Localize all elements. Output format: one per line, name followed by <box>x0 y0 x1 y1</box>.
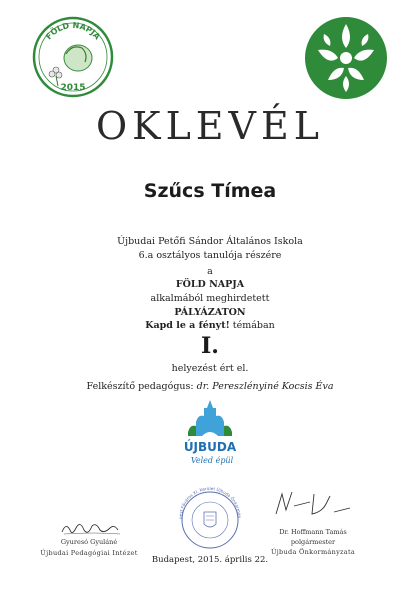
fold-napja-logo <box>30 14 116 100</box>
diploma-title: OKLEVÉL <box>96 104 324 148</box>
recipient-name: Szűcs Tímea <box>143 180 277 202</box>
class-line: 6.a osztályos tanulója részére <box>138 250 282 261</box>
left-signer-name: Gyuresó Gyuláné <box>60 538 118 546</box>
theme-suffix: témában <box>229 320 275 331</box>
school-line: Újbudai Petőfi Sándor Általános Iskola <box>117 236 303 247</box>
ujbuda-name: ÚJBUDA <box>183 440 237 454</box>
seal-text: pest Főváros XI. Kerület Újbuda Önkormán <box>177 486 243 520</box>
ujbuda-logo <box>178 398 242 468</box>
right-signer-role: polgármester <box>290 538 336 546</box>
teacher-label: Felkészítő pedagógus: <box>86 381 197 392</box>
placed-line: helyezést ért el. <box>171 363 249 374</box>
teacher-line <box>0 380 420 393</box>
right-signer-name: Dr. Hoffmann Tamás <box>279 528 347 536</box>
logo-top-text: FÖLD NAPJA <box>44 20 102 42</box>
official-seal <box>170 486 250 550</box>
article-line: a <box>207 266 213 277</box>
theme-title: Kapd le a fényt! <box>145 320 230 331</box>
right-signer-org: Újbuda Önkormányzata <box>270 548 356 556</box>
competition-line: PÁLYÁZATON <box>174 307 246 318</box>
place-number: I. <box>201 333 219 359</box>
right-signature-scribble <box>264 486 362 522</box>
theme-line <box>0 319 420 332</box>
leaf-circle-emblem <box>302 14 390 102</box>
logo-year: 2015 <box>60 83 86 93</box>
place-date: Budapest, 2015. április 22. <box>151 555 269 565</box>
teacher-name: dr. Pereszlényiné Kocsis Éva <box>196 381 334 392</box>
left-signer-org: Újbudai Pedagógiai Intézet <box>40 549 138 557</box>
event-line: FÖLD NAPJA <box>175 279 245 290</box>
ujbuda-slogan: Veled épül <box>190 456 234 465</box>
occasion-line: alkalmából meghirdetett <box>150 293 270 304</box>
